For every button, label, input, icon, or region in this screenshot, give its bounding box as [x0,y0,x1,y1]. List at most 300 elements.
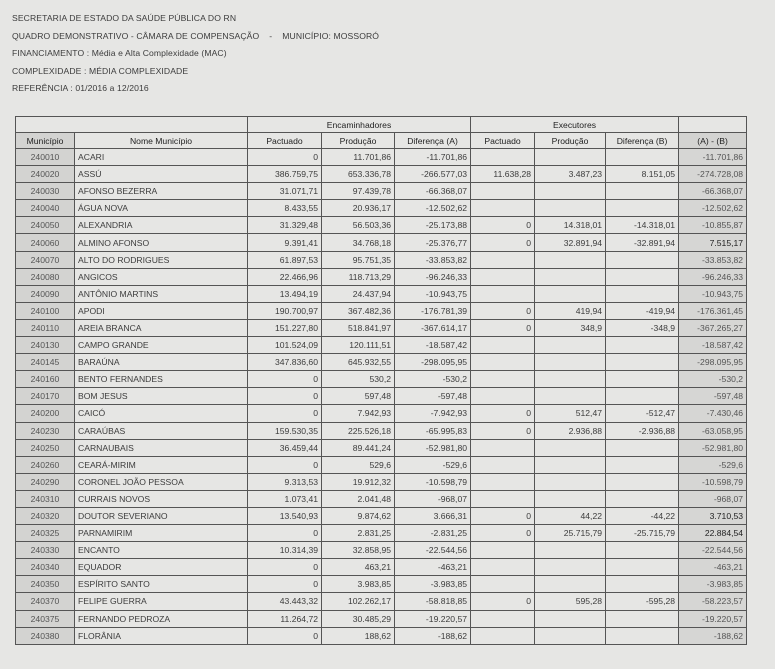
cell-pactuado: 9.391,41 [248,234,322,251]
cell-diferenca-b [606,610,679,627]
cell-diferenca-a: -52.981,80 [395,439,471,456]
cell-a-minus-b: -33.853,82 [679,251,747,268]
cell-nome-municipio: AREIA BRANCA [75,319,248,336]
cell-municipio-code: 240350 [16,576,75,593]
cell-pactuado-executores [471,200,535,217]
cell-pactuado: 36.459,44 [248,439,322,456]
cell-pactuado: 0 [248,388,322,405]
cell-pactuado: 386.759,75 [248,166,322,183]
cell-diferenca-b [606,388,679,405]
cell-producao-executores [535,627,606,644]
cell-diferenca-b [606,200,679,217]
cell-diferenca-a: -7.942,93 [395,405,471,422]
cell-diferenca-a: -530,2 [395,371,471,388]
cell-producao-executores [535,354,606,371]
cell-producao-executores [535,183,606,200]
table-row [16,217,747,234]
cell-a-minus-b: -597,48 [679,388,747,405]
cell-producao-executores [535,268,606,285]
cell-a-minus-b: -7.430,46 [679,405,747,422]
cell-a-minus-b: -530,2 [679,371,747,388]
cell-diferenca-b [606,576,679,593]
table-group-header [16,117,747,133]
table-row [16,371,747,388]
cell-pactuado-executores: 0 [471,302,535,319]
cell-nome-municipio: CAMPO GRANDE [75,337,248,354]
cell-pactuado-executores [471,576,535,593]
cell-municipio-code: 240145 [16,354,75,371]
cell-diferenca-b [606,251,679,268]
report-header [12,10,379,98]
cell-pactuado-executores: 0 [471,319,535,336]
cell-diferenca-b [606,183,679,200]
cell-a-minus-b: -274.728,08 [679,166,747,183]
cell-municipio-code: 240170 [16,388,75,405]
cell-producao-executores [535,473,606,490]
cell-diferenca-b: -44,22 [606,507,679,524]
cell-producao: 529,6 [322,456,395,473]
cell-producao-executores: 3.487,23 [535,166,606,183]
header-financiamento: FINANCIAMENTO : Média e Alta Complexidade (MAC) [12,48,227,59]
cell-pactuado: 31.071,71 [248,183,322,200]
cell-diferenca-b: -595,28 [606,593,679,610]
cell-producao-executores [535,559,606,576]
cell-nome-municipio: CORONEL JOÃO PESSOA [75,473,248,490]
cell-producao: 89.441,24 [322,439,395,456]
cell-municipio-code: 240030 [16,183,75,200]
table-row [16,456,747,473]
cell-nome-municipio: CAICÓ [75,405,248,422]
cell-producao: 11.701,86 [322,149,395,166]
cell-pactuado-executores: 11.638,28 [471,166,535,183]
cell-producao-executores [535,388,606,405]
table-row [16,439,747,456]
cell-pactuado: 13.494,19 [248,285,322,302]
col-producao-executores: Produção [535,133,606,149]
cell-pactuado: 8.433,55 [248,200,322,217]
cell-pactuado-executores [471,490,535,507]
col-pactuado-executores: Pactuado [471,133,535,149]
cell-diferenca-b: 8.151,05 [606,166,679,183]
cell-pactuado-executores [471,285,535,302]
cell-producao: 653.336,78 [322,166,395,183]
cell-pactuado-executores: 0 [471,405,535,422]
cell-producao-executores: 44,22 [535,507,606,524]
cell-diferenca-b [606,354,679,371]
cell-nome-municipio: ACARI [75,149,248,166]
cell-a-minus-b: -188,62 [679,627,747,644]
table-row [16,490,747,507]
cell-nome-municipio: CARNAUBAIS [75,439,248,456]
table-row [16,507,747,524]
cell-producao: 367.482,36 [322,302,395,319]
table-row [16,525,747,542]
cell-diferenca-a: -33.853,82 [395,251,471,268]
cell-nome-municipio: BOM JESUS [75,388,248,405]
cell-pactuado: 0 [248,627,322,644]
cell-pactuado: 11.264,72 [248,610,322,627]
cell-municipio-code: 240370 [16,593,75,610]
cell-a-minus-b: 22.884,54 [679,525,747,542]
cell-diferenca-b: -2.936,88 [606,422,679,439]
cell-a-minus-b: -66.368,07 [679,183,747,200]
cell-diferenca-a: -25.376,77 [395,234,471,251]
cell-nome-municipio: ANGICOS [75,268,248,285]
table-row [16,251,747,268]
cell-producao: 530,2 [322,371,395,388]
cell-producao-executores: 25.715,79 [535,525,606,542]
table-row [16,234,747,251]
cell-diferenca-a: -298.095,95 [395,354,471,371]
cell-municipio-code: 240200 [16,405,75,422]
cell-a-minus-b: -10.598,79 [679,473,747,490]
cell-nome-municipio: APODI [75,302,248,319]
cell-producao-executores [535,200,606,217]
cell-pactuado-executores [471,268,535,285]
cell-producao-executores: 2.936,88 [535,422,606,439]
col-producao: Produção [322,133,395,149]
cell-pactuado: 1.073,41 [248,490,322,507]
table-row [16,422,747,439]
cell-a-minus-b: 7.515,17 [679,234,747,251]
col-diferenca-b: Diferença (B) [606,133,679,149]
cell-producao: 19.912,32 [322,473,395,490]
cell-a-minus-b: -12.502,62 [679,200,747,217]
cell-nome-municipio: BENTO FERNANDES [75,371,248,388]
cell-a-minus-b: 3.710,53 [679,507,747,524]
cell-diferenca-b [606,627,679,644]
cell-pactuado-executores [471,149,535,166]
cell-diferenca-a: -463,21 [395,559,471,576]
cell-municipio-code: 240250 [16,439,75,456]
cell-pactuado: 347.836,60 [248,354,322,371]
cell-municipio-code: 240010 [16,149,75,166]
table-row [16,302,747,319]
group-encaminhadores: Encaminhadores [248,117,471,133]
cell-nome-municipio: DOUTOR SEVERIANO [75,507,248,524]
cell-producao: 32.858,95 [322,542,395,559]
cell-pactuado: 13.540,93 [248,507,322,524]
cell-producao-executores: 32.891,94 [535,234,606,251]
cell-municipio-code: 240130 [16,337,75,354]
cell-pactuado: 151.227,80 [248,319,322,336]
table-row [16,473,747,490]
cell-a-minus-b: -176.361,45 [679,302,747,319]
cell-pactuado-executores [471,456,535,473]
cell-producao-executores [535,439,606,456]
cell-producao-executores [535,149,606,166]
cell-producao: 3.983,85 [322,576,395,593]
cell-pactuado: 0 [248,405,322,422]
cell-diferenca-b [606,149,679,166]
cell-municipio-code: 240330 [16,542,75,559]
cell-producao-executores [535,251,606,268]
cell-producao: 120.111,51 [322,337,395,354]
cell-a-minus-b: -58.223,57 [679,593,747,610]
table-row [16,200,747,217]
cell-producao: 463,21 [322,559,395,576]
cell-nome-municipio: EQUADOR [75,559,248,576]
cell-a-minus-b: -18.587,42 [679,337,747,354]
cell-producao: 518.841,97 [322,319,395,336]
cell-producao: 225.526,18 [322,422,395,439]
table-row [16,285,747,302]
cell-pactuado-executores [471,388,535,405]
cell-municipio-code: 240160 [16,371,75,388]
cell-municipio-code: 240100 [16,302,75,319]
cell-pactuado-executores [471,354,535,371]
cell-a-minus-b: -3.983,85 [679,576,747,593]
table-row [16,559,747,576]
cell-municipio-code: 240040 [16,200,75,217]
cell-producao: 118.713,29 [322,268,395,285]
col-a-minus-b: (A) - (B) [679,133,747,149]
table-row [16,149,747,166]
cell-nome-municipio: CEARÁ-MIRIM [75,456,248,473]
cell-diferenca-a: -58.818,85 [395,593,471,610]
cell-producao: 24.437,94 [322,285,395,302]
cell-diferenca-b [606,456,679,473]
cell-producao: 188,62 [322,627,395,644]
table-row [16,627,747,644]
table-row [16,593,747,610]
cell-producao: 7.942,93 [322,405,395,422]
cell-pactuado-executores [471,473,535,490]
cell-municipio-code: 240310 [16,490,75,507]
cell-producao: 597,48 [322,388,395,405]
cell-diferenca-a: -65.995,83 [395,422,471,439]
cell-diferenca-b: -419,94 [606,302,679,319]
cell-diferenca-b [606,542,679,559]
cell-pactuado-executores [471,371,535,388]
cell-producao-executores: 348,9 [535,319,606,336]
cell-a-minus-b: -463,21 [679,559,747,576]
cell-pactuado-executores [471,183,535,200]
cell-diferenca-b [606,559,679,576]
cell-pactuado: 0 [248,456,322,473]
cell-producao: 9.874,62 [322,507,395,524]
cell-municipio-code: 240090 [16,285,75,302]
cell-diferenca-b: -32.891,94 [606,234,679,251]
cell-producao: 97.439,78 [322,183,395,200]
table-row [16,166,747,183]
cell-producao: 2.041,48 [322,490,395,507]
col-diferenca-a: Diferença (A) [395,133,471,149]
cell-a-minus-b: -367.265,27 [679,319,747,336]
cell-pactuado: 31.329,48 [248,217,322,234]
table-row [16,610,747,627]
cell-producao-executores: 595,28 [535,593,606,610]
cell-municipio-code: 240050 [16,217,75,234]
header-secretaria: SECRETARIA DE ESTADO DA SAÚDE PÚBLICA DO RN [12,13,237,23]
cell-pactuado: 0 [248,149,322,166]
cell-municipio-code: 240080 [16,268,75,285]
col-pactuado: Pactuado [248,133,322,149]
cell-pactuado-executores: 0 [471,217,535,234]
cell-a-minus-b: -22.544,56 [679,542,747,559]
cell-diferenca-a: -11.701,86 [395,149,471,166]
cell-pactuado: 190.700,97 [248,302,322,319]
cell-diferenca-b [606,473,679,490]
cell-producao: 2.831,25 [322,525,395,542]
cell-municipio-code: 240290 [16,473,75,490]
cell-producao: 34.768,18 [322,234,395,251]
cell-diferenca-b: -14.318,01 [606,217,679,234]
cell-a-minus-b: -19.220,57 [679,610,747,627]
cell-nome-municipio: BARAÚNA [75,354,248,371]
cell-producao-executores [535,610,606,627]
cell-a-minus-b: -968,07 [679,490,747,507]
cell-pactuado: 43.443,32 [248,593,322,610]
cell-nome-municipio: AFONSO BEZERRA [75,183,248,200]
cell-pactuado: 0 [248,371,322,388]
cell-pactuado-executores [471,559,535,576]
cell-municipio-code: 240070 [16,251,75,268]
cell-diferenca-a: -529,6 [395,456,471,473]
cell-producao: 102.262,17 [322,593,395,610]
cell-pactuado-executores [471,251,535,268]
header-referencia: REFERÊNCIA : 01/2016 a 12/2016 [12,83,149,94]
cell-pactuado-executores [471,627,535,644]
cell-diferenca-b: -512,47 [606,405,679,422]
col-municipio: Município [16,133,75,149]
cell-nome-municipio: FLORÂNIA [75,627,248,644]
cell-pactuado: 9.313,53 [248,473,322,490]
table-row [16,542,747,559]
table-row [16,268,747,285]
cell-nome-municipio: ALTO DO RODRIGUES [75,251,248,268]
cell-diferenca-b [606,285,679,302]
table-row [16,319,747,336]
cell-producao: 645.932,55 [322,354,395,371]
cell-diferenca-a: -25.173,88 [395,217,471,234]
group-blank-ab [679,117,747,133]
cell-producao-executores: 512,47 [535,405,606,422]
cell-producao: 56.503,36 [322,217,395,234]
cell-municipio-code: 240060 [16,234,75,251]
cell-a-minus-b: -10.943,75 [679,285,747,302]
cell-diferenca-a: -367.614,17 [395,319,471,336]
cell-a-minus-b: -298.095,95 [679,354,747,371]
cell-municipio-code: 240020 [16,166,75,183]
col-nome-municipio: Nome Município [75,133,248,149]
cell-diferenca-b [606,337,679,354]
cell-a-minus-b: -52.981,80 [679,439,747,456]
cell-producao-executores [535,490,606,507]
cell-pactuado-executores: 0 [471,507,535,524]
cell-diferenca-b [606,490,679,507]
cell-producao-executores [535,456,606,473]
table-row [16,405,747,422]
cell-a-minus-b: -11.701,86 [679,149,747,166]
cell-a-minus-b: -96.246,33 [679,268,747,285]
header-quadro: QUADRO DEMONSTRATIVO - CÂMARA DE COMPENSAÇÃO [12,30,260,41]
cell-producao-executores [535,576,606,593]
cell-diferenca-a: -10.943,75 [395,285,471,302]
cell-nome-municipio: ANTÔNIO MARTINS [75,285,248,302]
cell-diferenca-b: -348,9 [606,319,679,336]
cell-nome-municipio: ALMINO AFONSO [75,234,248,251]
cell-diferenca-b [606,439,679,456]
cell-pactuado-executores [471,610,535,627]
cell-nome-municipio: ENCANTO [75,542,248,559]
cell-diferenca-a: -188,62 [395,627,471,644]
cell-diferenca-a: -968,07 [395,490,471,507]
cell-nome-municipio: FERNANDO PEDROZA [75,610,248,627]
table-column-header [16,133,747,149]
table-row [16,354,747,371]
cell-municipio-code: 240320 [16,507,75,524]
cell-diferenca-a: -266.577,03 [395,166,471,183]
cell-pactuado: 101.524,09 [248,337,322,354]
header-dash: - [269,30,273,41]
cell-pactuado: 0 [248,576,322,593]
cell-diferenca-b [606,268,679,285]
cell-nome-municipio: CURRAIS NOVOS [75,490,248,507]
cell-municipio-code: 240325 [16,525,75,542]
table-row [16,576,747,593]
cell-a-minus-b: -10.855,87 [679,217,747,234]
group-blank [16,117,248,133]
cell-municipio-code: 240380 [16,627,75,644]
cell-producao-executores [535,542,606,559]
cell-municipio-code: 240340 [16,559,75,576]
table-row [16,183,747,200]
cell-nome-municipio: ALEXANDRIA [75,217,248,234]
cell-pactuado-executores: 0 [471,422,535,439]
cell-pactuado-executores: 0 [471,525,535,542]
header-complexidade: COMPLEXIDADE : MÉDIA COMPLEXIDADE [12,65,189,76]
cell-producao: 30.485,29 [322,610,395,627]
cell-a-minus-b: -529,6 [679,456,747,473]
cell-pactuado: 0 [248,525,322,542]
group-executores: Executores [471,117,679,133]
cell-diferenca-a: -18.587,42 [395,337,471,354]
cell-diferenca-a: 3.666,31 [395,507,471,524]
cell-nome-municipio: ASSÚ [75,166,248,183]
cell-a-minus-b: -63.058,95 [679,422,747,439]
table-row [16,337,747,354]
cell-municipio-code: 240230 [16,422,75,439]
compensation-table [15,116,747,645]
cell-diferenca-a: -12.502,62 [395,200,471,217]
cell-pactuado-executores [471,337,535,354]
cell-nome-municipio: CARAÚBAS [75,422,248,439]
cell-municipio-code: 240110 [16,319,75,336]
cell-diferenca-a: -19.220,57 [395,610,471,627]
cell-diferenca-a: -2.831,25 [395,525,471,542]
cell-pactuado: 22.466,96 [248,268,322,285]
cell-pactuado-executores: 0 [471,593,535,610]
cell-pactuado: 10.314,39 [248,542,322,559]
cell-municipio-code: 240260 [16,456,75,473]
cell-nome-municipio: PARNAMIRIM [75,525,248,542]
cell-producao-executores [535,285,606,302]
cell-nome-municipio: ESPÍRITO SANTO [75,576,248,593]
cell-diferenca-a: -66.368,07 [395,183,471,200]
cell-diferenca-a: -10.598,79 [395,473,471,490]
cell-pactuado-executores: 0 [471,234,535,251]
table-body [16,149,747,645]
cell-producao-executores: 419,94 [535,302,606,319]
cell-producao-executores [535,337,606,354]
cell-nome-municipio: FELIPE GUERRA [75,593,248,610]
cell-nome-municipio: ÁGUA NOVA [75,200,248,217]
cell-diferenca-a: -3.983,85 [395,576,471,593]
header-quadro-line [12,28,379,46]
cell-pactuado: 159.530,35 [248,422,322,439]
cell-municipio-code: 240375 [16,610,75,627]
